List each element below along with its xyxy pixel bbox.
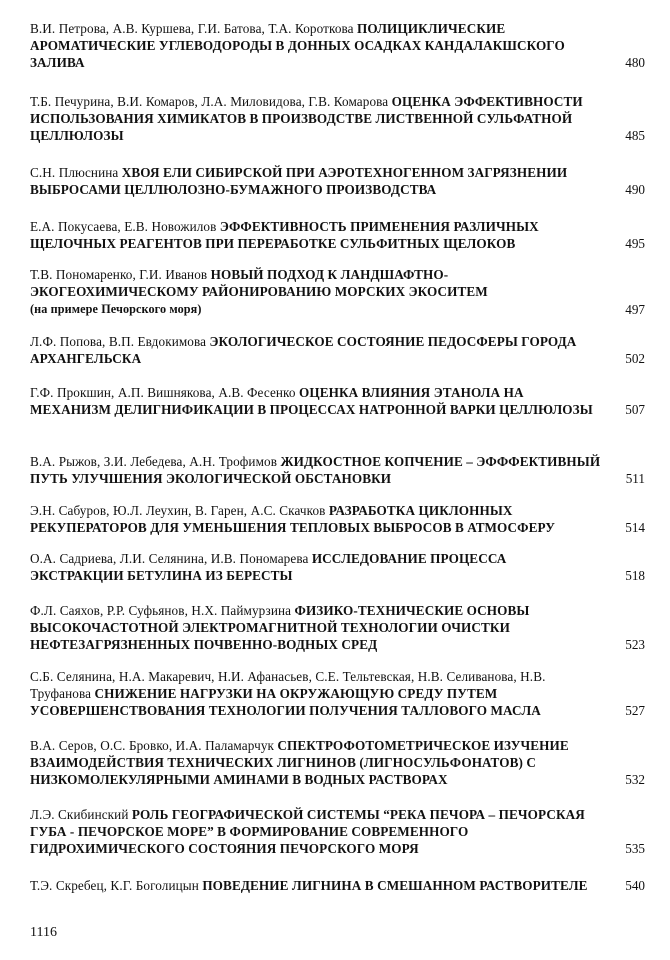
- toc-entry-page-number: 480: [625, 55, 645, 71]
- toc-entry-authors: В.А. Рыжов, З.И. Лебедева, А.Н. Трофимов: [30, 454, 281, 469]
- toc-entry-page-number: 502: [625, 351, 645, 367]
- toc-entry-authors: О.А. Садриева, Л.И. Селянина, И.В. Пономарева: [30, 551, 312, 566]
- toc-entry-authors: С.Н. Плюснина: [30, 165, 122, 180]
- toc-entry-title: ФИЗИКО-ТЕХНИЧЕСКИЕ ОСНОВЫ ВЫСОКОЧАСТОТНОЙ ЭЛЕКТРОМАГНИТНОЙ ТЕХНОЛОГИИ ОЧИСТКИ НЕФТЕЗАГРЯЗНЕННЫХ ПОЧВЕННО-ВОДНЫХ СРЕД: [30, 603, 530, 653]
- toc-entry-text: [30, 453, 602, 487]
- toc-entry-page-number: 518: [625, 568, 645, 584]
- page-number-footer: 1116: [30, 925, 57, 940]
- toc-entry: [30, 737, 645, 789]
- toc-entry-authors: Т.В. Пономаренко, Г.И. Иванов: [30, 267, 211, 282]
- toc-entry: [30, 20, 645, 72]
- toc-entry-page-number: 511: [625, 471, 645, 487]
- toc-entry-title: ЭКОЛОГИЧЕСКОЕ СОСТОЯНИЕ ПЕДОСФЕРЫ ГОРОДА АРХАНГЕЛЬСКА: [30, 334, 577, 367]
- toc-entry-authors: Т.Э. Скребец, К.Г. Боголицын: [30, 878, 203, 893]
- toc-entry-text: [30, 602, 602, 654]
- toc-entry: [30, 218, 645, 252]
- toc-entry-text: [30, 266, 602, 319]
- toc-entry-page-number: 540: [625, 878, 645, 893]
- toc-entry-authors: Ф.Л. Саяхов, Р.Р. Суфьянов, Н.Х. Паймурзина: [30, 603, 295, 618]
- toc-entry: [30, 877, 645, 894]
- toc-entry-authors: Т.Б. Печурина, В.И. Комаров, Л.А. Миловидова, Г.В. Комарова: [30, 94, 392, 109]
- toc-entry-title: НОВЫЙ ПОДХОД К ЛАНДШАФТНО-ЭКОГЕОХИМИЧЕСКОМУ РАЙОНИРОВАНИЮ МОРСКИХ ЭКОСИТЕМ: [30, 267, 488, 300]
- toc-entry-authors: В.А. Серов, О.С. Бровко, И.А. Паламарчук: [30, 738, 278, 753]
- toc-entry-page-number: 532: [625, 772, 645, 788]
- toc-entry-text: [30, 20, 602, 72]
- toc-entry-subtitle: (на примере Печорского моря): [30, 302, 202, 317]
- toc-entry-page-number: 485: [625, 128, 645, 144]
- toc-entry-page-number: 490: [625, 182, 645, 198]
- toc-entry-authors: Л.Ф. Попова, В.П. Евдокимова: [30, 334, 210, 349]
- toc-entry-page-number: 523: [625, 637, 645, 653]
- toc-entry-title: ЭФФЕКТИВНОСТЬ ПРИМЕНЕНИЯ РАЗЛИЧНЫХ ЩЕЛОЧНЫХ РЕАГЕНТОВ ПРИ ПЕРЕРАБОТКЕ СУЛЬФИТНЫХ ЩЕЛОКОВ: [30, 219, 539, 252]
- toc-entry: [30, 550, 645, 584]
- toc-entry-page-number: 527: [625, 703, 645, 719]
- toc-entry-authors: Е.А. Покусаева, Е.В. Новожилов: [30, 219, 220, 234]
- toc-entry: [30, 602, 645, 654]
- toc-entry-authors: Л.Э. Скибинский: [30, 807, 132, 822]
- toc-entry-text: [30, 668, 602, 720]
- toc-entry: [30, 453, 645, 487]
- toc-entry-authors: Э.Н. Сабуров, Ю.Л. Леухин, В. Гарен, А.С. Скачков: [30, 503, 329, 518]
- toc-entry-text: [30, 93, 602, 145]
- toc-entry-title: СПЕКТРОФОТОМЕТРИЧЕСКОЕ ИЗУЧЕНИЕ ВЗАИМОДЕЙСТВИЯ ТЕХНИЧЕСКИХ ЛИГНИНОВ (ЛИГНОСУЛЬФОНАТОВ) С НИЗКОМОЛЕКУЛЯРНЫМИ АМИНАМИ В ВОДНЫХ РАСТВОРАХ: [30, 738, 569, 788]
- toc-entry-title: ИССЛЕДОВАНИЕ ПРОЦЕССА ЭКСТРАКЦИИ БЕТУЛИНА ИЗ БЕРЕСТЫ: [30, 551, 507, 584]
- toc-entry-authors: Г.Ф. Прокшин, А.П. Вишнякова, А.В. Фесенко: [30, 385, 299, 400]
- toc-entry-title: СНИЖЕНИЕ НАГРУЗКИ НА ОКРУЖАЮЩУЮ СРЕДУ ПУТЕМ УСОВЕРШЕНСТВОВАНИЯ ТЕХНОЛОГИИ ПОЛУЧЕНИЯ ТАЛЛОВОГО МАСЛА: [30, 686, 541, 719]
- toc-entry: [30, 93, 645, 145]
- toc-entry: [30, 266, 645, 319]
- toc-entry-text: [30, 550, 602, 584]
- toc-entry: [30, 164, 645, 198]
- toc-entry-page-number: 507: [625, 402, 645, 418]
- toc-entry-title: ПОВЕДЕНИЕ ЛИГНИНА В СМЕШАННОМ РАСТВОРИТЕЛЕ: [202, 878, 588, 893]
- toc-entry: [30, 502, 645, 536]
- toc-entry-title: ПОЛИЦИКЛИЧЕСКИЕ АРОМАТИЧЕСКИЕ УГЛЕВОДОРОДЫ В ДОННЫХ ОСАДКАХ КАНДАЛАКШСКОГО ЗАЛИВА: [30, 21, 565, 71]
- toc-entry-text: [30, 333, 602, 367]
- toc-entry-authors: С.Б. Селянина, Н.А. Макаревич, Н.И. Афанасьев, С.Е. Тельтевская, Н.В. Селиванова, Н.В. Труфанова: [30, 669, 546, 702]
- toc-entry: [30, 333, 645, 367]
- toc-entry-text: [30, 737, 602, 789]
- toc-entry-page-number: 514: [625, 520, 645, 536]
- toc-entry-text: [30, 384, 602, 418]
- toc-entry-text: [30, 806, 602, 858]
- toc-entry-text: [30, 502, 602, 536]
- toc-entry-page-number: 535: [625, 841, 645, 857]
- toc-entry-title: ОЦЕНКА ЭФФЕКТИВНОСТИ ИСПОЛЬЗОВАНИЯ ХИМИКАТОВ В ПРОИЗВОДСТВЕ ЛИСТВЕННОЙ СУЛЬФАТНОЙ ЦЕЛЛЮЛОЗЫ: [30, 94, 583, 144]
- toc-entry: [30, 668, 645, 720]
- toc-entry-text: [30, 877, 602, 894]
- toc-entry-title: РОЛЬ ГЕОГРАФИЧЕСКОЙ СИСТЕМЫ “РЕКА ПЕЧОРА – ПЕЧОРСКАЯ ГУБА - ПЕЧОРСКОЕ МОРЕ” В ФОРМИРОВАНИЕ СОВРЕМЕННОГО ГИДРОХИМИЧЕСКОГО СОСТОЯНИЯ ПЕЧОРСКОГО МОРЯ: [30, 807, 585, 857]
- toc-entry-page-number: 495: [625, 236, 645, 252]
- toc-entry: [30, 806, 645, 858]
- toc-entry-text: [30, 218, 602, 252]
- toc-entry-authors: В.И. Петрова, А.В. Куршева, Г.И. Батова, Т.А. Короткова: [30, 21, 358, 36]
- toc-entry-title: РАЗРАБОТКА ЦИКЛОННЫХ РЕКУПЕРАТОРОВ ДЛЯ УМЕНЬШЕНИЯ ТЕПЛОВЫХ ВЫБРОСОВ В АТМОСФЕРУ: [30, 503, 556, 536]
- toc-entry-text: [30, 164, 602, 198]
- toc-entry-title: ОЦЕНКА ВЛИЯНИЯ ЭТАНОЛА НА МЕХАНИЗМ ДЕЛИГНИФИКАЦИИ В ПРОЦЕССАХ НАТРОННОЙ ВАРКИ ЦЕЛЛЮЛОЗЫ: [30, 385, 593, 418]
- toc-entry-title: ХВОЯ ЕЛИ СИБИРСКОЙ ПРИ АЭРОТЕХНОГЕННОМ ЗАГРЯЗНЕНИИ ВЫБРОСАМИ ЦЕЛЛЮЛОЗНО-БУМАЖНОГО ПРОИЗВОДСТВА: [30, 165, 568, 198]
- toc-entry-title: ЖИДКОСТНОЕ КОПЧЕНИЕ – ЭФФФЕКТИВНЫЙ ПУТЬ УЛУЧШЕНИЯ ЭКОЛОГИЧЕСКОЙ ОБСТАНОВКИ: [30, 454, 601, 487]
- toc-entry-page-number: 497: [625, 302, 645, 318]
- toc-entry: [30, 384, 645, 418]
